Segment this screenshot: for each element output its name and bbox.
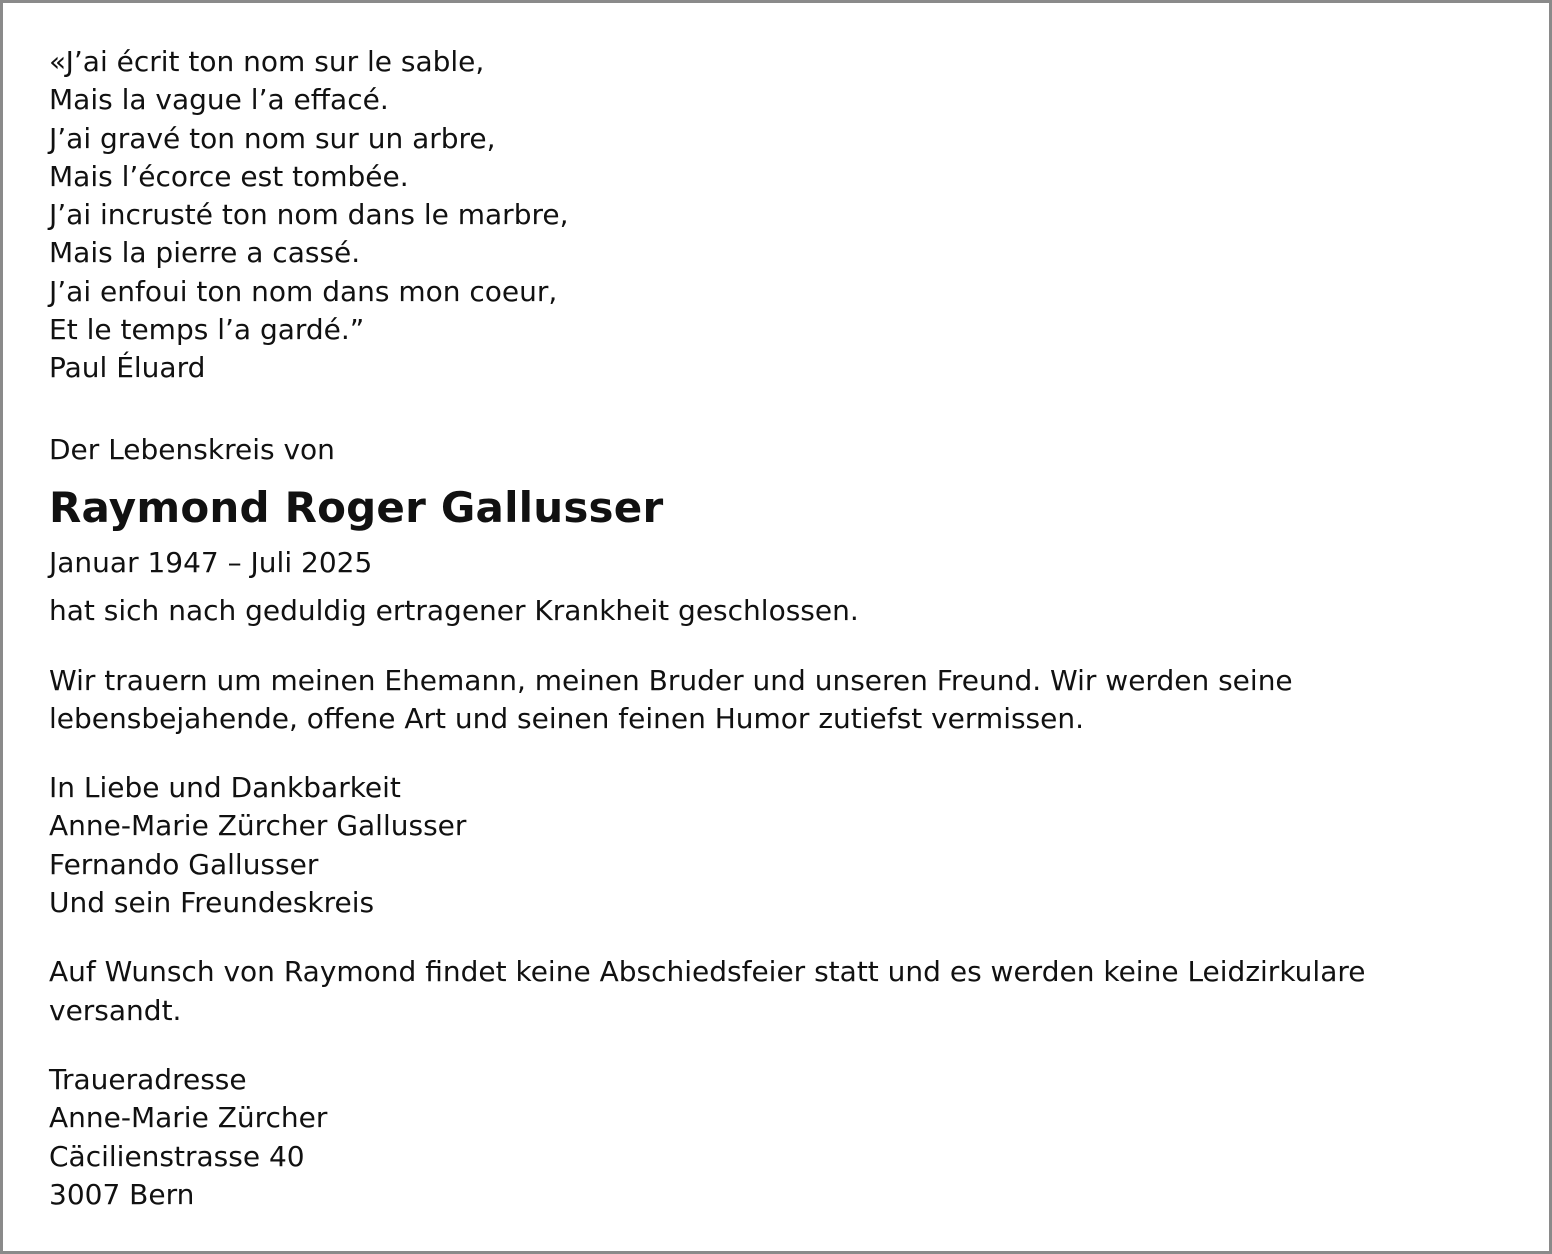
notice-line: versandt. [49,993,182,1027]
poem-line: «J’ai écrit ton nom sur le sable, [49,45,485,78]
poem-block [49,43,1519,388]
announcement-closing: hat sich nach geduldig ertragener Krankheit geschlossen. [49,594,859,628]
notice-paragraph [49,953,1519,1030]
life-dates: Januar 1947 – Juli 2025 [49,545,373,579]
signatory-line: Anne-Marie Zürcher Gallusser [49,809,467,843]
signatory-line: In Liebe und Dankbarkeit [49,771,401,805]
mourning-line: lebensbejahende, offene Art und seinen feinen Humor zutiefst vermissen. [49,701,1085,735]
poem-line: J’ai gravé ton nom sur un arbre, [49,121,496,155]
poem-line: Mais l’écorce est tombée. [49,159,409,193]
announcement-intro: Der Lebenskreis von [49,432,335,466]
signatories-block [49,769,1519,922]
poem-author: Paul Éluard [49,351,206,385]
mourning-paragraph [49,662,1519,739]
mourning-address-block [49,1061,1519,1214]
poem-line: J’ai enfoui ton nom dans mon coeur, [49,274,558,308]
notice-line: Auf Wunsch von Raymond findet keine Abschiedsfeier statt und es werden keine Leidzirkulare [49,955,1366,989]
address-line: 3007 Bern [49,1177,195,1211]
deceased-name: Raymond Roger Gallusser [49,482,664,532]
poem-line: Mais la pierre a cassé. [49,236,361,270]
signatory-line: Fernando Gallusser [49,847,319,881]
mourning-line: Wir trauern um meinen Ehemann, meinen Bruder und unseren Freund. Wir werden seine [49,663,1293,697]
poem-line: Mais la vague l’a effacé. [49,83,389,117]
address-line: Cäcilienstrasse 40 [49,1139,305,1173]
poem-line: J’ai incrusté ton nom dans le marbre, [49,198,569,232]
address-line: Traueradresse [49,1062,247,1096]
address-line: Anne-Marie Zürcher [49,1101,328,1135]
poem-line: Et le temps l’a gardé.” [49,313,365,347]
signatory-line: Und sein Freundeskreis [49,886,375,920]
obituary-content [49,43,1519,1214]
